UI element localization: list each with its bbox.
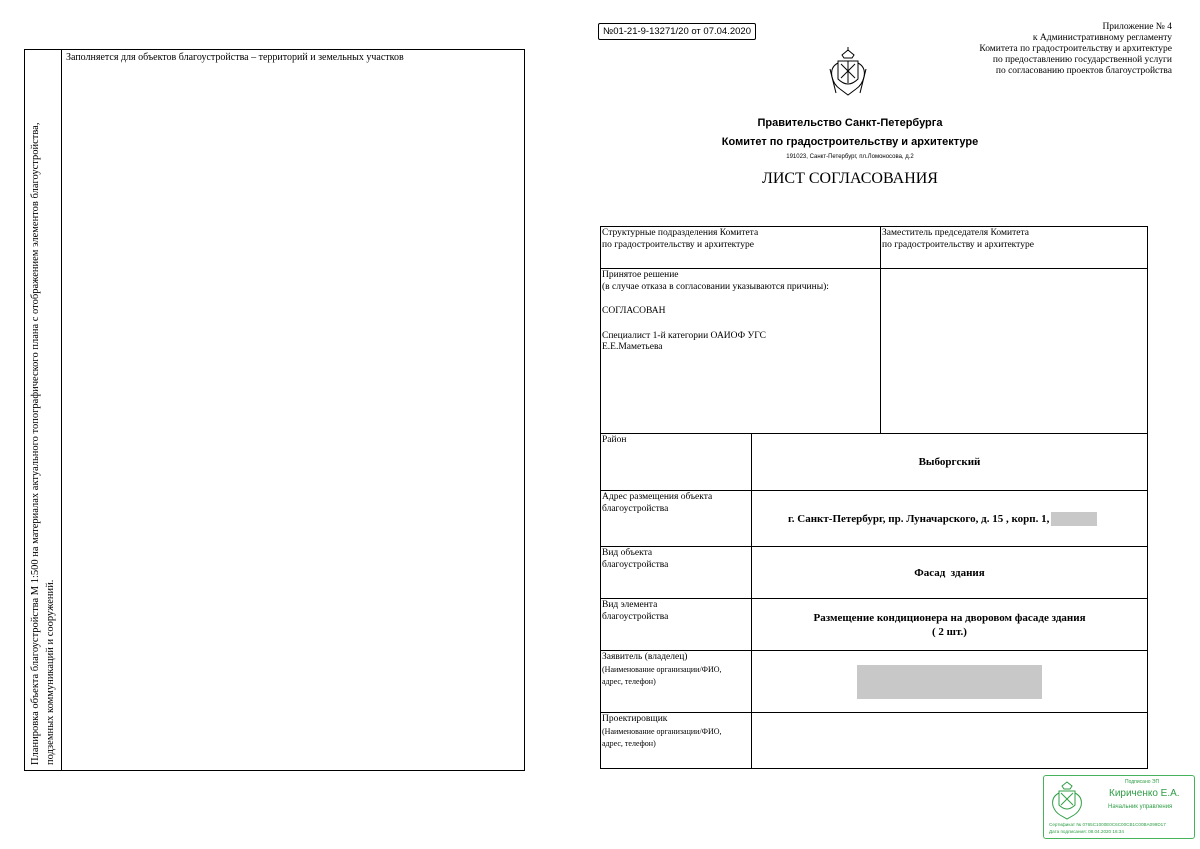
applicant-label: Заявитель (владелец) bbox=[602, 652, 688, 662]
appendix-line: Приложение № 4 bbox=[1102, 22, 1172, 32]
dept-header-line: Структурные подразделения Комитета bbox=[602, 228, 759, 238]
address-label: благоустройства bbox=[602, 503, 669, 514]
planning-vertical-caption bbox=[28, 55, 58, 765]
address-label: Адрес размещения объекта bbox=[602, 492, 713, 502]
decision-cell bbox=[600, 268, 881, 434]
designer-label-cell bbox=[600, 712, 752, 769]
object-type-value: Фасад здания bbox=[914, 566, 985, 579]
applicant-value-cell bbox=[751, 650, 1148, 713]
coat-of-arms-icon bbox=[1048, 780, 1086, 820]
appendix-note bbox=[979, 22, 1172, 77]
decision-label: Принятое решение bbox=[602, 270, 679, 280]
designer-label: Проектировщик bbox=[602, 714, 668, 724]
element-type-value-cell bbox=[751, 598, 1148, 651]
element-type-label: благоустройства bbox=[602, 611, 669, 622]
committee-address: 191023, Санкт-Петербург, пл.Ломоносова, д.2 bbox=[786, 154, 914, 160]
decision-value: СОГЛАСОВАН bbox=[602, 306, 666, 316]
stamp-signer: Кириченко Е.А. bbox=[1109, 788, 1180, 799]
coat-of-arms-icon bbox=[826, 47, 870, 99]
sheet-title: ЛИСТ СОГЛАСОВАНИЯ bbox=[762, 170, 938, 187]
applicant-hint: адрес, телефон) bbox=[602, 676, 656, 686]
address-value: г. Санкт-Петербург, пр. Луначарского, д. 15 , корп. 1, bbox=[788, 512, 1050, 525]
district-value-cell bbox=[751, 433, 1148, 491]
address-label-cell bbox=[600, 490, 752, 547]
decision-label-hint: (в случае отказа в согласовании указываются причины): bbox=[602, 281, 829, 292]
appendix-line: Комитета по градостроительству и архитектуре bbox=[979, 44, 1172, 54]
district-label-cell bbox=[600, 433, 752, 491]
element-type-label: Вид элемента bbox=[602, 600, 658, 610]
appendix-line: к Административному регламенту bbox=[1032, 33, 1172, 43]
object-type-label-cell bbox=[600, 546, 752, 599]
applicant-hint: (Наименование организации/ФИО, bbox=[602, 664, 722, 674]
committee-title: Комитет по градостроительству и архитектуре bbox=[721, 136, 979, 148]
address-value-cell bbox=[751, 490, 1148, 547]
district-label: Район bbox=[602, 435, 627, 445]
designer-value-cell bbox=[751, 712, 1148, 769]
approval-table bbox=[600, 226, 1148, 769]
object-type-value-cell bbox=[751, 546, 1148, 599]
deputy-header-line: Заместитель председателя Комитета bbox=[882, 228, 1029, 238]
redacted-block bbox=[857, 665, 1042, 699]
appendix-line: по согласованию проектов благоустройства bbox=[995, 66, 1172, 76]
planning-caption-line1: Планировка объекта благоустройства М 1:500 на материалах актуального топографического плана с отображением элементов благоустройства, bbox=[30, 122, 41, 765]
stamp-position: Начальник управления bbox=[1108, 804, 1173, 810]
planning-frame bbox=[24, 49, 525, 771]
planning-divider bbox=[61, 49, 62, 771]
deputy-header-line: по градостроительству и архитектуре bbox=[882, 239, 1034, 250]
designer-hint: (Наименование организации/ФИО, bbox=[602, 726, 722, 736]
planning-note: Заполняется для объектов благоустройства – территорий и земельных участков bbox=[66, 52, 404, 63]
electronic-signature-stamp bbox=[1043, 775, 1195, 839]
redacted-block bbox=[1051, 512, 1097, 526]
stamp-date: Дата подписания: 08.04.2020 16:34 bbox=[1049, 829, 1124, 834]
object-type-label: благоустройства bbox=[602, 559, 669, 570]
document-number: №01-21-9-13271/20 от 07.04.2020 bbox=[598, 23, 756, 40]
designer-hint: адрес, телефон) bbox=[602, 738, 656, 748]
planning-caption-line2: подземных коммуникаций и сооружений. bbox=[45, 579, 56, 765]
specialist-name: Е.Е.Маметьева bbox=[602, 342, 663, 352]
deputy-signature-cell bbox=[880, 268, 1148, 434]
specialist-title: Специалист 1-й категории ОАИОФ УГС bbox=[602, 330, 766, 341]
district-value: Выборгский bbox=[918, 456, 981, 468]
deputy-header-cell bbox=[880, 226, 1148, 269]
stamp-certificate: Сертификат № 0765C1000E0C6C00CB1C00BA099D17 bbox=[1049, 822, 1166, 827]
object-type-label: Вид объекта bbox=[602, 548, 653, 558]
dept-header-cell bbox=[600, 226, 881, 269]
stamp-caption: Подписано ЭП bbox=[1125, 779, 1160, 785]
government-title: Правительство Санкт-Петербурга bbox=[757, 117, 943, 129]
applicant-label-cell bbox=[600, 650, 752, 713]
element-type-value: ( 2 шт.) bbox=[932, 625, 967, 638]
appendix-line: по предоставлению государственной услуги bbox=[992, 55, 1172, 65]
dept-header-line: по градостроительству и архитектуре bbox=[602, 239, 754, 250]
element-type-label-cell bbox=[600, 598, 752, 651]
element-type-value: Размещение кондиционера на дворовом фасаде здания bbox=[813, 611, 1086, 624]
